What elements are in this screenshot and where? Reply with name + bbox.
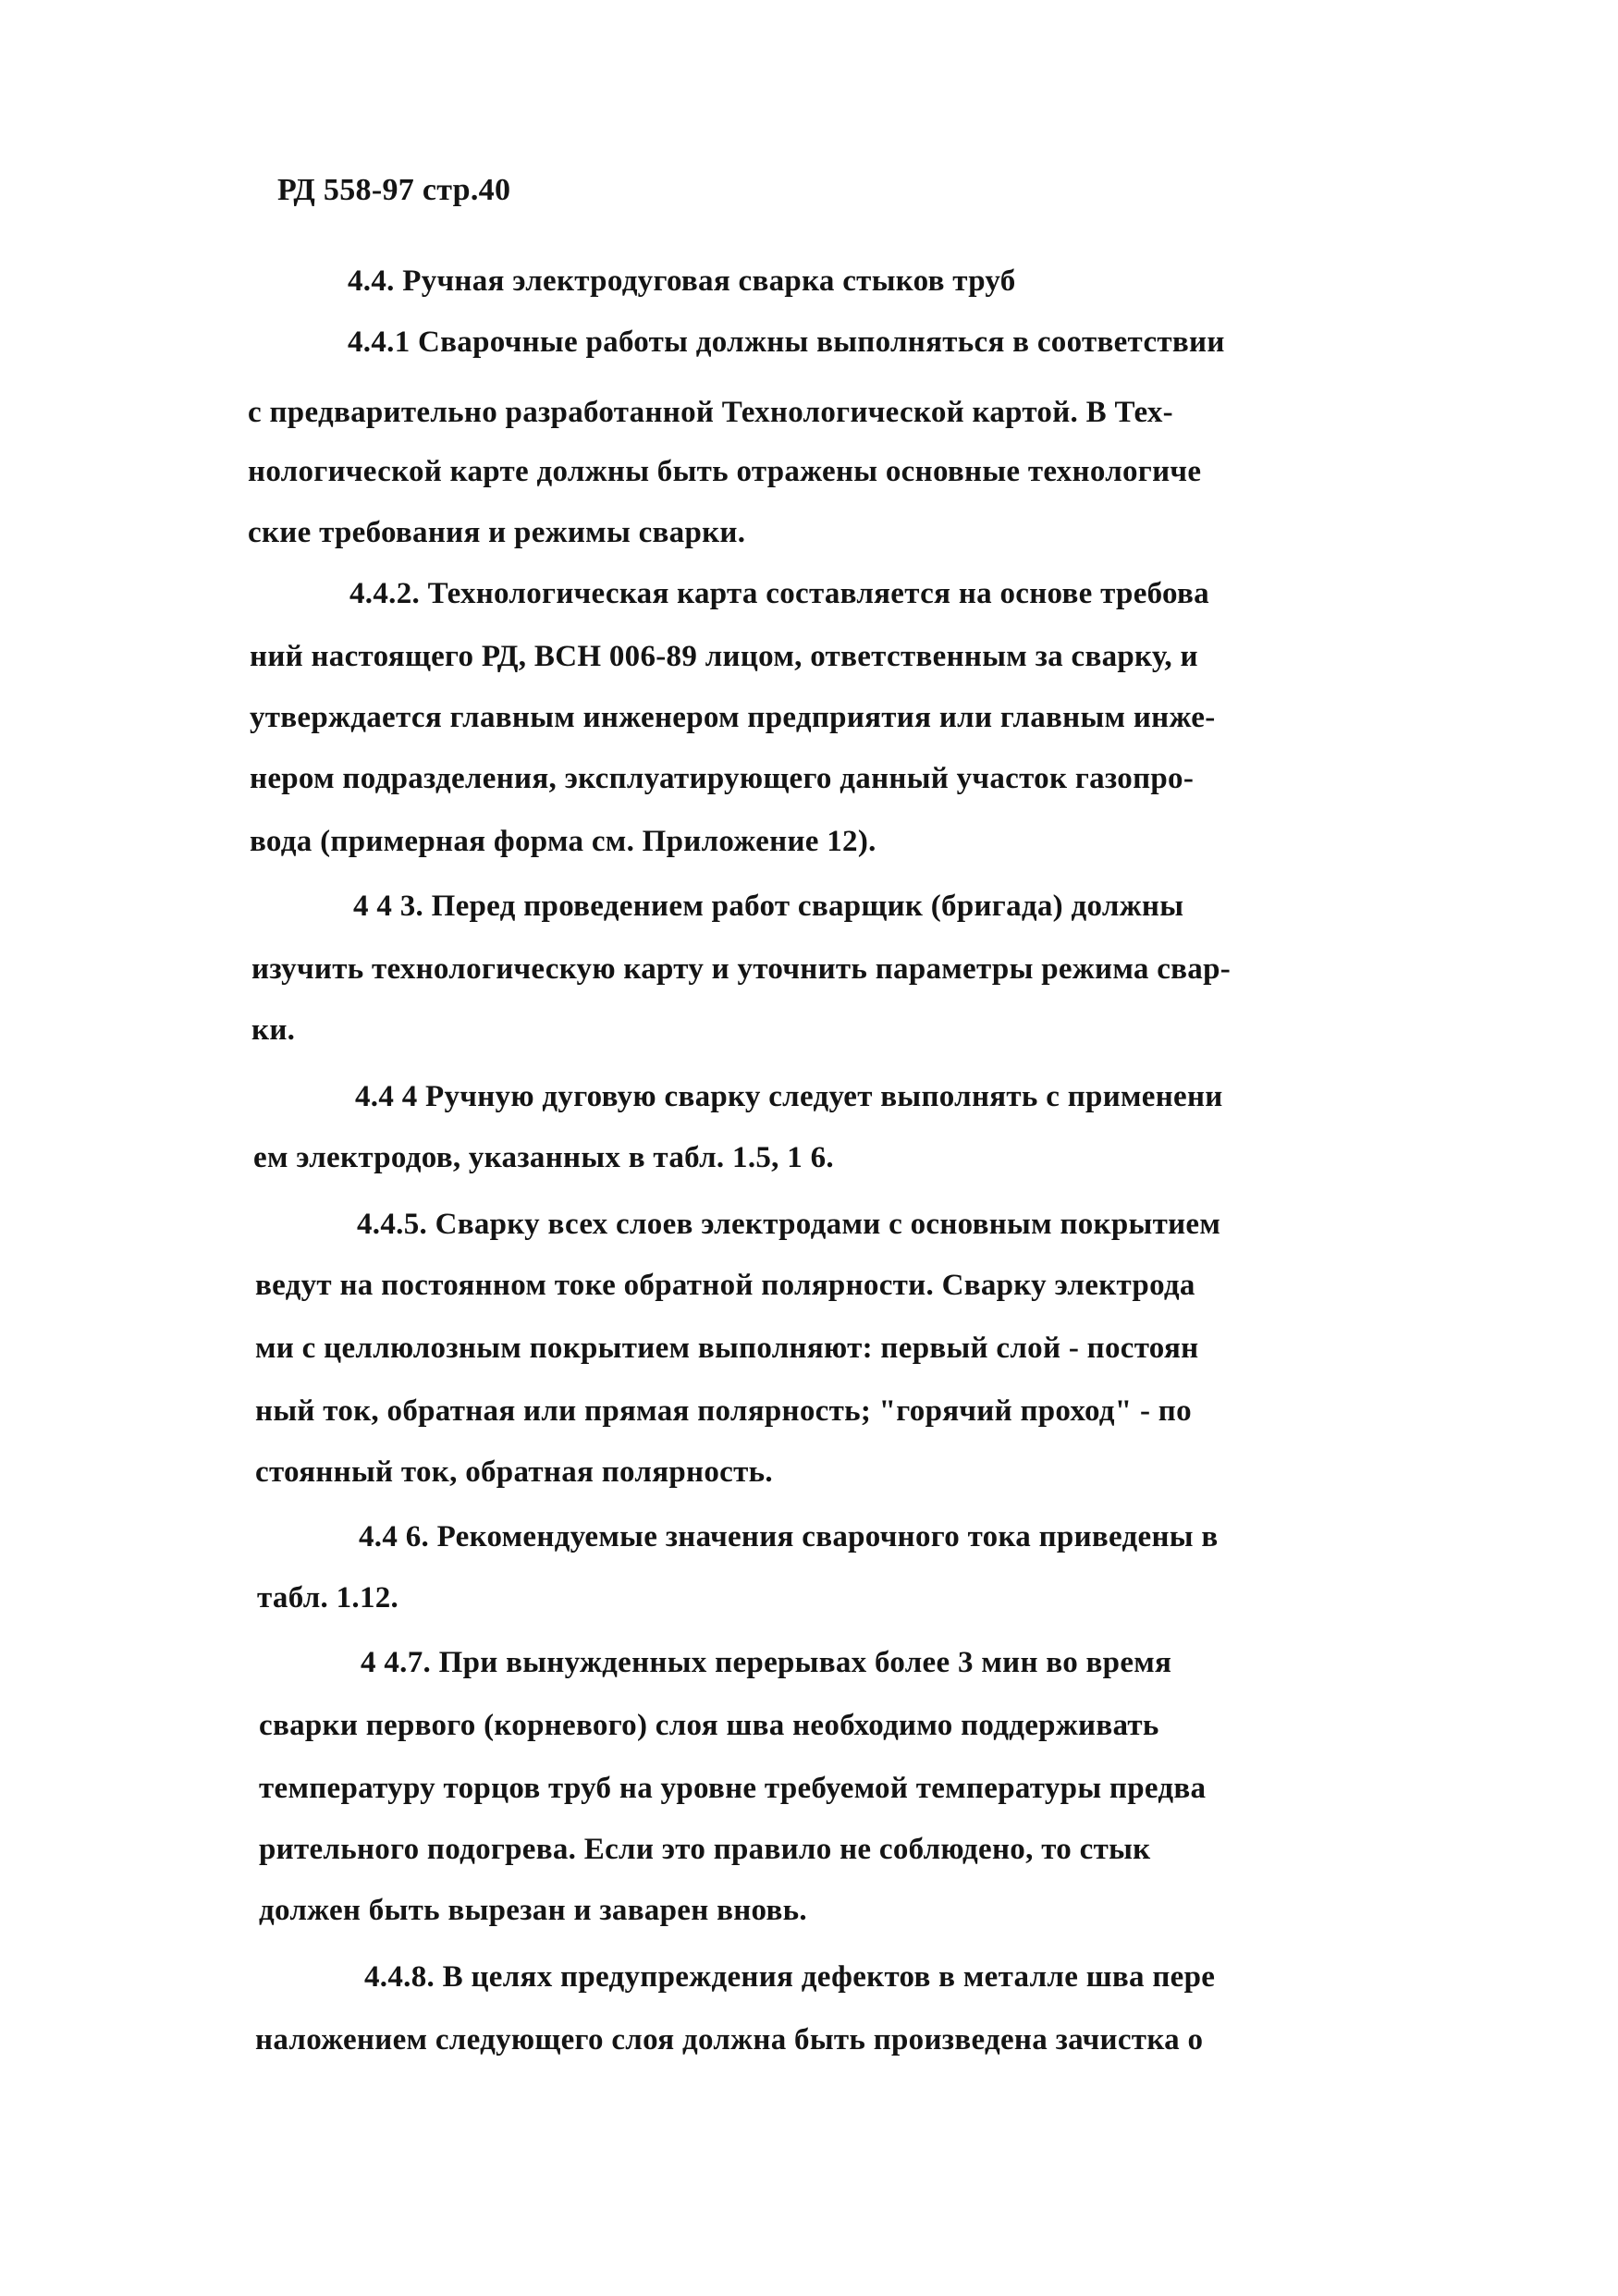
paragraph-4-4-5-line-2: ведут на постоянном токе обратной полярности. Сварку электрода bbox=[255, 1269, 1195, 1302]
paragraph-4-4-2-line-5: вода (примерная форма см. Приложение 12). bbox=[250, 825, 876, 858]
paragraph-4-4-1-line-3: нологической карте должны быть отражены основные технологиче bbox=[248, 455, 1202, 488]
paragraph-4-4-4-line-1: 4.4 4 Ручную дуговую сварку следует выполнять с применени bbox=[355, 1080, 1223, 1113]
paragraph-4-4-2-line-1: 4.4.2. Технологическая карта составляется на основе требова bbox=[349, 577, 1209, 610]
paragraph-4-4-1-line-4: ские требования и режимы сварки. bbox=[248, 516, 746, 549]
paragraph-4-4-3-line-3: ки. bbox=[251, 1013, 296, 1047]
paragraph-4-4-1-line-1: 4.4.1 Сварочные работы должны выполняться в соответствии bbox=[348, 325, 1225, 359]
paragraph-4-4-5-line-4: ный ток, обратная или прямая полярность; "горячий проход" - по bbox=[255, 1394, 1192, 1428]
paragraph-4-4-1-line-2: с предварительно разработанной Технологической картой. В Тех- bbox=[248, 396, 1173, 429]
paragraph-4-4-7-line-3: температуру торцов труб на уровне требуемой температуры предва bbox=[259, 1772, 1207, 1805]
paragraph-4-4-6-line-1: 4.4 6. Рекомендуемые значения сварочного тока приведены в bbox=[359, 1520, 1219, 1553]
paragraph-4-4-4-line-2: ем электродов, указанных в табл. 1.5, 1 6. bbox=[253, 1141, 834, 1174]
paragraph-4-4-8-line-2: наложением следующего слоя должна быть произведена зачистка о bbox=[255, 2023, 1204, 2057]
paragraph-4-4-7-line-2: сварки первого (корневого) слоя шва необходимо поддерживать bbox=[259, 1709, 1159, 1742]
paragraph-4-4-5-line-5: стоянный ток, обратная полярность. bbox=[255, 1455, 773, 1489]
section-title: 4.4. Ручная электродуговая сварка стыков труб bbox=[348, 264, 1016, 298]
paragraph-4-4-7-line-4: рительного подогрева. Если это правило не соблюдено, то стык bbox=[259, 1833, 1151, 1866]
paragraph-4-4-3-line-1: 4 4 3. Перед проведением работ сварщик (бригада) должны bbox=[353, 890, 1184, 923]
paragraph-4-4-8-line-1: 4.4.8. В целях предупреждения дефектов в металле шва пере bbox=[364, 1960, 1216, 1994]
paragraph-4-4-7-line-5: должен быть вырезан и заварен вновь. bbox=[259, 1894, 807, 1927]
paragraph-4-4-2-line-4: нером подразделения, эксплуатирующего данный участок газопро- bbox=[250, 762, 1195, 795]
paragraph-4-4-5-line-3: ми с целлюлозным покрытием выполняют: первый слой - постоян bbox=[255, 1332, 1199, 1365]
paragraph-4-4-7-line-1: 4 4.7. При вынужденных перерывах более 3 мин во время bbox=[361, 1646, 1172, 1679]
paragraph-4-4-5-line-1: 4.4.5. Сварку всех слоев электродами с основным покрытием bbox=[357, 1208, 1221, 1241]
paragraph-4-4-2-line-2: ний настоящего РД, ВСН 006-89 лицом, ответственным за сварку, и bbox=[250, 640, 1198, 673]
paragraph-4-4-2-line-3: утверждается главным инженером предприятия или главным инже- bbox=[250, 701, 1216, 734]
paragraph-4-4-3-line-2: изучить технологическую карту и уточнить параметры режима свар- bbox=[251, 952, 1232, 986]
page-header: РД 558-97 стр.40 bbox=[277, 173, 511, 207]
paragraph-4-4-6-line-2: табл. 1.12. bbox=[257, 1581, 399, 1615]
